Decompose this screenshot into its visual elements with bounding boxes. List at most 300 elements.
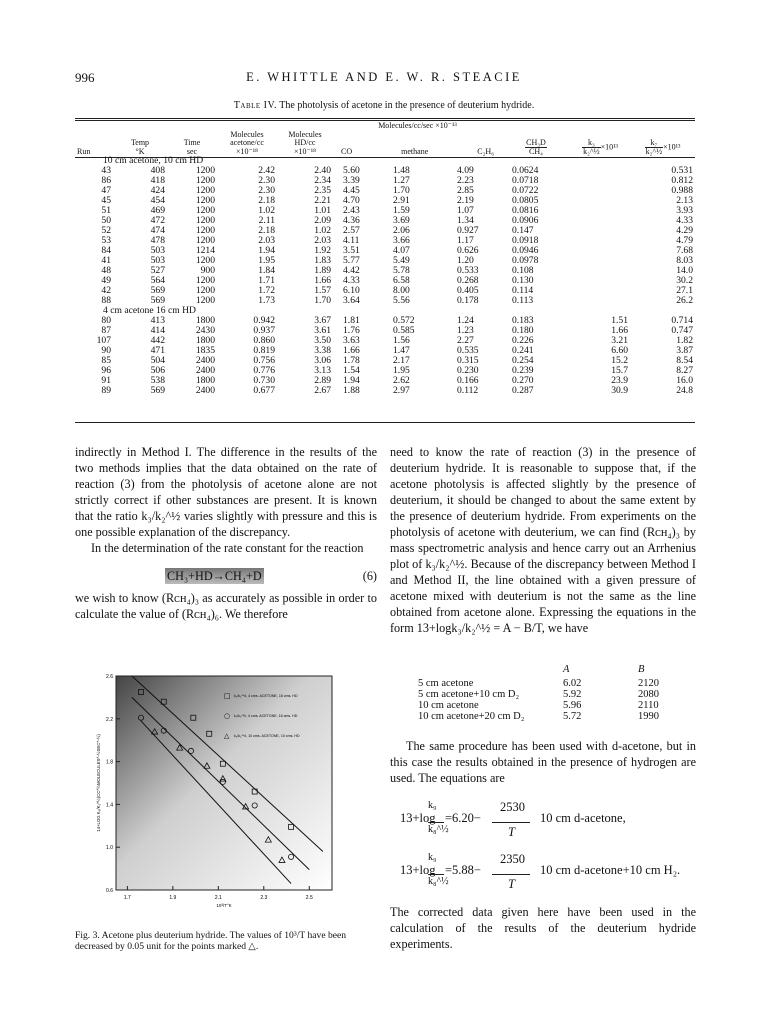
table-cell: 564: [150, 275, 165, 286]
table-caption: [0, 100, 768, 111]
table-cell: 0.937: [253, 325, 275, 336]
table-cell: 1200: [195, 185, 215, 196]
eq1-kd: k₈^½: [428, 824, 449, 835]
table-cell: 503: [150, 245, 165, 256]
figure-3: [92, 668, 362, 908]
table-cell: 1200: [195, 175, 215, 186]
y-tick-label: 1.8: [106, 759, 113, 766]
left-paragraph-2: In the determination of the rate constant for the reaction: [91, 541, 364, 555]
table-cell: 1200: [195, 255, 215, 266]
table-cell: 0.533: [457, 265, 479, 276]
table-cell: 1.56: [393, 335, 410, 346]
table-cell: 2.43: [343, 205, 360, 216]
table-cell: 2.35: [314, 185, 331, 196]
table-cell: 1.07: [457, 205, 474, 216]
x-tick-label: 2.5: [305, 895, 313, 901]
table-cell: [570, 246, 630, 256]
eq1-lhs: 13+log: [400, 811, 436, 825]
x-axis-label: 10³/T°K: [216, 903, 232, 908]
right-column: [390, 444, 696, 636]
data-table: [75, 120, 695, 396]
legend-symbol: △: [224, 732, 230, 740]
table-cell: 0.226: [512, 335, 534, 346]
table-cell: 30.9: [611, 385, 628, 396]
table-cell: 3.93: [676, 205, 693, 216]
equation-6-number: (6): [362, 569, 377, 583]
table-cell: 2400: [195, 355, 215, 366]
ab-cell: 5.92: [563, 689, 582, 700]
table-row: [75, 356, 695, 366]
table-cell: 2.97: [393, 385, 410, 396]
y-axis-label: 14+LOG K₃/K₂^½(CC^½MOLECULES^-½SEC^-½): [96, 734, 101, 832]
col-co: CO: [341, 146, 353, 156]
table-cell: 27.1: [676, 285, 693, 296]
table-cell: 3.61: [314, 325, 331, 336]
table-cell: 2.67: [314, 385, 331, 396]
table-cell: 408: [150, 165, 165, 176]
eq2-mid: =5.88−: [445, 863, 481, 877]
table-cell: 0.108: [512, 265, 534, 276]
table-row: [75, 246, 695, 256]
table-cell: 4.11: [343, 235, 360, 246]
table-cell: [570, 266, 630, 276]
table-cell: 1.76: [343, 325, 360, 336]
table-cell: 6.60: [611, 345, 628, 356]
table-cell: 0.535: [457, 345, 479, 356]
table-cell: 15.7: [611, 365, 628, 376]
ab-cell: 1990: [638, 711, 659, 722]
col-methane: methane: [401, 146, 429, 156]
table-cell: 47: [101, 185, 111, 196]
eq1-mid: =6.20−: [445, 811, 481, 825]
table-cell: 5.77: [343, 255, 360, 266]
table-cell: 1.78: [343, 355, 360, 366]
table-cell: [570, 186, 630, 196]
table-cell: 569: [150, 385, 165, 396]
left-column: [75, 444, 377, 622]
table-cell: 1800: [195, 315, 215, 326]
table-cell: 2.23: [457, 175, 474, 186]
table-cell: 478: [150, 235, 165, 246]
ab-row: [400, 711, 700, 722]
table-cell: 8.03: [676, 255, 693, 266]
table-cell: 1.70: [393, 185, 410, 196]
table-cell: 4.42: [343, 265, 360, 276]
table-cell: 1.02: [258, 205, 275, 216]
table-cell: 1200: [195, 215, 215, 226]
table-cell: 0.230: [457, 365, 479, 376]
ab-cell: 5 cm acetone+10 cm D₂: [418, 689, 520, 700]
table-cell: 4.33: [343, 275, 360, 286]
table-cell: 2.62: [393, 375, 410, 386]
legend-symbol: ○: [224, 712, 231, 720]
x-tick-label: 2.1: [214, 895, 222, 901]
table-cell: 2.13: [676, 195, 693, 206]
table-cell: [570, 196, 630, 206]
table-cell: 472: [150, 215, 165, 226]
table-cell: 1.94: [258, 245, 275, 256]
table-cell: 0.0722: [512, 185, 539, 196]
eq2-kd: k₈^½: [428, 876, 449, 887]
eq1-frac-line-2: [492, 822, 530, 823]
table-cell: 2.91: [393, 195, 410, 206]
table-cell: 1.17: [457, 235, 474, 246]
eq1-frac-line: [428, 822, 444, 823]
right-column-3: [390, 904, 696, 952]
ab-header-b: B: [638, 664, 645, 675]
table-cell: 1.59: [393, 205, 410, 216]
table-cell: 0.0918: [512, 235, 539, 246]
table-cell: 0.585: [393, 325, 415, 336]
eq1-den: T: [508, 825, 515, 839]
table-cell: 5.78: [393, 265, 410, 276]
table-row: [75, 206, 695, 216]
ab-cell: 10 cm acetone: [418, 700, 479, 711]
table-row: [75, 236, 695, 246]
table-cell: 2.40: [314, 165, 331, 176]
table-top-rule: [75, 118, 695, 119]
table-cell: 1214: [195, 245, 215, 256]
table-cell: [570, 166, 630, 176]
table-cell: [570, 236, 630, 246]
eq2-tail: 10 cm d-acetone+10 cm H₂.: [540, 863, 681, 877]
running-head: E. WHITTLE AND E. W. R. STEACIE: [246, 70, 522, 84]
table-cell: 2.19: [457, 195, 474, 206]
table-cell: [570, 176, 630, 186]
table-bottom-rule: [75, 422, 695, 423]
table-cell: 0.0718: [512, 175, 539, 186]
table-cell: 5.60: [343, 165, 360, 176]
table-cell: 569: [150, 285, 165, 296]
table-cell: 88: [101, 295, 111, 306]
table-cell: 469: [150, 205, 165, 216]
table-cell: 30.2: [676, 275, 693, 286]
table-cell: 0.747: [671, 325, 693, 336]
table-cell: 1800: [195, 375, 215, 386]
table-cell: 2.57: [343, 225, 360, 236]
ab-cell: 5.96: [563, 700, 582, 711]
table-cell: 1.66: [343, 345, 360, 356]
y-tick-label: 2.6: [106, 674, 113, 680]
table-cell: 2.42: [258, 165, 275, 176]
col-time: Time sec: [183, 138, 201, 156]
table-cell: 4.45: [343, 185, 360, 196]
table-cell: 42: [101, 285, 111, 296]
table-cell: 2400: [195, 365, 215, 376]
table-cell: 0.776: [253, 365, 275, 376]
table-cell: 2.30: [258, 175, 275, 186]
right-column-2: [390, 738, 696, 786]
table-cell: 2400: [195, 385, 215, 396]
ab-cell: 5.72: [563, 711, 582, 722]
table-cell: 0.988: [671, 185, 693, 196]
table-cell: 3.63: [343, 335, 360, 346]
table-row: [75, 226, 695, 236]
ab-cell: 2080: [638, 689, 659, 700]
table-cell: 4.33: [676, 215, 693, 226]
plot-area: [116, 676, 332, 890]
col-ratio: $\frac{\text{CH₃D}}{\text{CH₄}}$: [526, 138, 546, 156]
table-row: [75, 176, 695, 186]
table-cell: 1.57: [314, 285, 331, 296]
table-cell: 1.83: [314, 255, 331, 266]
table-cell: 45: [101, 195, 111, 206]
table-cell: 91: [101, 375, 111, 386]
table-cell: 3.66: [393, 235, 410, 246]
table-cell: 52: [101, 225, 111, 236]
table-cell: 2.06: [393, 225, 410, 236]
table-cell: 43: [101, 165, 111, 176]
table-cell: 3.69: [393, 215, 410, 226]
col-temp: Temp °K: [130, 138, 150, 156]
table-cell: 1.01: [314, 205, 331, 216]
table-cell: 2.89: [314, 375, 331, 386]
table-cell: 1.34: [457, 215, 474, 226]
col-group: Molecules/cc/sec ×10⁻¹³ CO methane C₂H₆: [341, 121, 494, 156]
table-cell: 1.47: [393, 345, 410, 356]
table-cell: 1.95: [393, 365, 410, 376]
table-cell: 41: [101, 255, 111, 266]
table-cell: 1835: [195, 345, 215, 356]
table-cell: 107: [96, 335, 111, 346]
table-cell: 0.756: [253, 355, 275, 366]
table-row: [75, 196, 695, 206]
table-cell: 2.30: [258, 185, 275, 196]
table-cell: 2.18: [258, 225, 275, 236]
table-cell: 0.0946: [512, 245, 539, 256]
table-label: Table IV.: [233, 100, 277, 111]
table-cell: 3.06: [314, 355, 331, 366]
x-tick-label: 2.3: [260, 895, 268, 901]
table-cell: 414: [150, 325, 165, 336]
table-row: [75, 186, 695, 196]
ab-header-a: A: [563, 664, 570, 675]
table-cell: 1200: [195, 275, 215, 286]
table-cell: 4.07: [393, 245, 410, 256]
table-cell: 3.51: [343, 245, 360, 256]
table-cell: 0.572: [393, 315, 415, 326]
legend-symbol: □: [224, 692, 231, 700]
table-row: [75, 386, 695, 396]
table-cell: 2.03: [314, 235, 331, 246]
table-cell: 5.56: [393, 295, 410, 306]
table-cell: 3.67: [314, 315, 331, 326]
equation-6-highlight: CH₃+HD→CH₄+D: [167, 569, 262, 583]
table-cell: [570, 296, 630, 306]
table-cell: 89: [101, 385, 111, 396]
eq2-lhs: 13+log: [400, 863, 436, 877]
table-cell: 2.27: [457, 335, 474, 346]
ab-cell: 2120: [638, 678, 659, 689]
table-cell: [570, 256, 630, 266]
table-section-label: 4 cm acetone 16 cm HD: [103, 305, 196, 316]
table-cell: 1.66: [314, 275, 331, 286]
col-k3: $\frac{\text{k₃}}{\text{k₂\textasciicircum{}½}}$ ×10¹³: [583, 138, 618, 156]
table-cell: 51: [101, 205, 111, 216]
ab-cell: 10 cm acetone+20 cm D₂: [418, 711, 525, 722]
right-paragraph-3: The corrected data given here have been used in the calculation of the results of the deuterium hydride experiments.: [390, 905, 696, 951]
table-cell: 2430: [195, 325, 215, 336]
table-cell: 1800: [195, 335, 215, 346]
table-cell: 8.00: [393, 285, 410, 296]
table-cell: 3.39: [343, 175, 360, 186]
table-cell: 49: [101, 275, 111, 286]
table-cell: [570, 286, 630, 296]
table-cell: 1200: [195, 285, 215, 296]
table-cell: 503: [150, 255, 165, 266]
table-title: The photolysis of acetone in the presence of deuterium hydride.: [279, 100, 535, 111]
table-cell: 0.531: [671, 165, 693, 176]
table-cell: 0.254: [512, 355, 534, 366]
table-row: [75, 346, 695, 356]
table-cell: 0.0978: [512, 255, 539, 266]
table-cell: 1.71: [258, 275, 275, 286]
x-tick-label: 1.9: [169, 895, 177, 901]
table-cell: 1.84: [258, 265, 275, 276]
figure-caption: Fig. 3. Acetone plus deuterium hydride. The values of 10³/T have been decreased by 0.05 unit for the points marked △.: [75, 930, 347, 952]
table-cell: 26.2: [676, 295, 693, 306]
table-cell: 1.51: [611, 315, 628, 326]
table-row: [75, 266, 695, 276]
table-cell: 3.87: [676, 345, 693, 356]
table-cell: 6.10: [343, 285, 360, 296]
ab-row: [400, 678, 700, 689]
table-row: [75, 256, 695, 266]
table-cell: [570, 226, 630, 236]
table-cell: 471: [150, 345, 165, 356]
table-cell: 0.677: [253, 385, 275, 396]
table-cell: 0.315: [457, 355, 479, 366]
table-cell: 504: [150, 355, 165, 366]
table-cell: 0.113: [512, 295, 534, 306]
table-cell: 0.730: [253, 375, 275, 386]
eq2-num: 2350: [500, 852, 525, 866]
table-cell: 3.38: [314, 345, 331, 356]
table-cell: 1.92: [314, 245, 331, 256]
ab-row: [400, 689, 700, 700]
table-cell: 53: [101, 235, 111, 246]
table-cell: 1.82: [676, 335, 693, 346]
table-cell: 90: [101, 345, 111, 356]
table-cell: 0.239: [512, 365, 534, 376]
table-cell: 14.0: [676, 265, 693, 276]
table-cell: 2.18: [258, 195, 275, 206]
table-cell: 1.20: [457, 255, 474, 266]
table-cell: 454: [150, 195, 165, 206]
legend-label: k₃/k₂^½, 10 cms. ACETONE, 10 cms. HD: [234, 734, 300, 738]
table-cell: 4.70: [343, 195, 360, 206]
table-row: [75, 166, 695, 176]
table-cell: 0.147: [512, 225, 534, 236]
table-row: [75, 376, 695, 386]
table-cell: 1.23: [457, 325, 474, 336]
table-cell: 0.819: [253, 345, 275, 356]
table-cell: 0.626: [457, 245, 479, 256]
table-cell: 442: [150, 335, 165, 346]
table-cell: 0.287: [512, 385, 534, 396]
table-cell: 0.268: [457, 275, 479, 286]
table-cell: 3.21: [611, 335, 628, 346]
table-cell: 0.130: [512, 275, 534, 286]
table-cell: 0.112: [457, 385, 479, 396]
table-cell: 0.0805: [512, 195, 539, 206]
table-cell: 900: [200, 265, 215, 276]
ab-cell: 5 cm acetone: [418, 678, 474, 689]
y-tick-label: 0.6: [106, 888, 113, 894]
table-cell: 0.241: [512, 345, 534, 356]
table-cell: 1200: [195, 205, 215, 216]
eq2-k: k₉: [428, 852, 437, 863]
table-cell: 527: [150, 265, 165, 276]
table-cell: 0.166: [457, 375, 479, 386]
table-cell: 16.0: [676, 375, 693, 386]
legend-label: k₇/k₂^½, 4 cms. ACETONE, 16 cms. HD: [234, 714, 298, 718]
table-cell: 96: [101, 365, 111, 376]
table-cell: 2.34: [314, 175, 331, 186]
table-section-label: 10 cm acetone, 10 cm HD: [103, 155, 204, 166]
table-cell: 1.95: [258, 255, 275, 266]
table-cell: 1.94: [343, 375, 360, 386]
table-cell: 2.17: [393, 355, 410, 366]
table-section-row: [75, 306, 695, 316]
table-cell: 1.24: [457, 315, 474, 326]
table-cell: 2.03: [258, 235, 275, 246]
ab-row: [400, 700, 700, 711]
table-cell: 1.89: [314, 265, 331, 276]
col-run: Run: [77, 146, 91, 156]
y-tick-label: 2.2: [106, 716, 113, 723]
chart-svg: [92, 668, 362, 908]
table-cell: 23.9: [611, 375, 628, 386]
table-cell: 1.70: [314, 295, 331, 306]
table-cell: 50: [101, 215, 111, 226]
table-cell: [570, 206, 630, 216]
y-tick-label: 1.4: [106, 802, 113, 809]
table-cell: 6.58: [393, 275, 410, 286]
page-number: 996: [75, 70, 95, 85]
table-cell: 1200: [195, 165, 215, 176]
ab-cell: 6.02: [563, 678, 582, 689]
col-c2h6: C₂H₆: [477, 146, 494, 156]
eq1-k: k₉: [428, 800, 437, 811]
x-tick-label: 1.7: [123, 895, 131, 901]
y-tick-label: 1.0: [106, 845, 113, 852]
table-cell: 0.405: [457, 285, 479, 296]
right-paragraph-2: The same procedure has been used with d-acetone, but in this case the results obtained in the presence of hydrogen are used. The equations are: [390, 739, 696, 785]
left-paragraph-1: indirectly in Method I. The difference in the results of the two methods implies that the data obtained on the rate of reaction (3) from the photolysis of acetone alone are not strictly correct if other substances are present. It is known that the ratio k₃/k₂^½ varies slightly with pressure and this is one possible explanation of the discrepancy.: [75, 445, 377, 539]
table-cell: 1.66: [611, 325, 628, 336]
col-k7: $\frac{\text{k₇}}{\text{k₂\textasciicircum{}½}}$ ×10¹³: [645, 138, 681, 156]
table-cell: 0.812: [671, 175, 693, 186]
table-cell: 424: [150, 185, 165, 196]
table-cell: 1.27: [393, 175, 410, 186]
table-cell: 2.11: [258, 215, 275, 226]
table-row: [75, 336, 695, 346]
table-cell: 15.2: [611, 355, 628, 366]
eq1-num: 2530: [500, 800, 525, 814]
table-cell: 0.860: [253, 335, 275, 346]
table-cell: 1.72: [258, 285, 275, 296]
table-cell: 0.0624: [512, 165, 539, 176]
eq2-den: T: [508, 877, 515, 891]
table-row: [75, 286, 695, 296]
table-cell: 413: [150, 315, 165, 326]
table-cell: 1200: [195, 295, 215, 306]
table-cell: 1.73: [258, 295, 275, 306]
table-cell: 3.50: [314, 335, 331, 346]
ab-cell: 2110: [638, 700, 659, 711]
table-cell: 0.114: [512, 285, 534, 296]
